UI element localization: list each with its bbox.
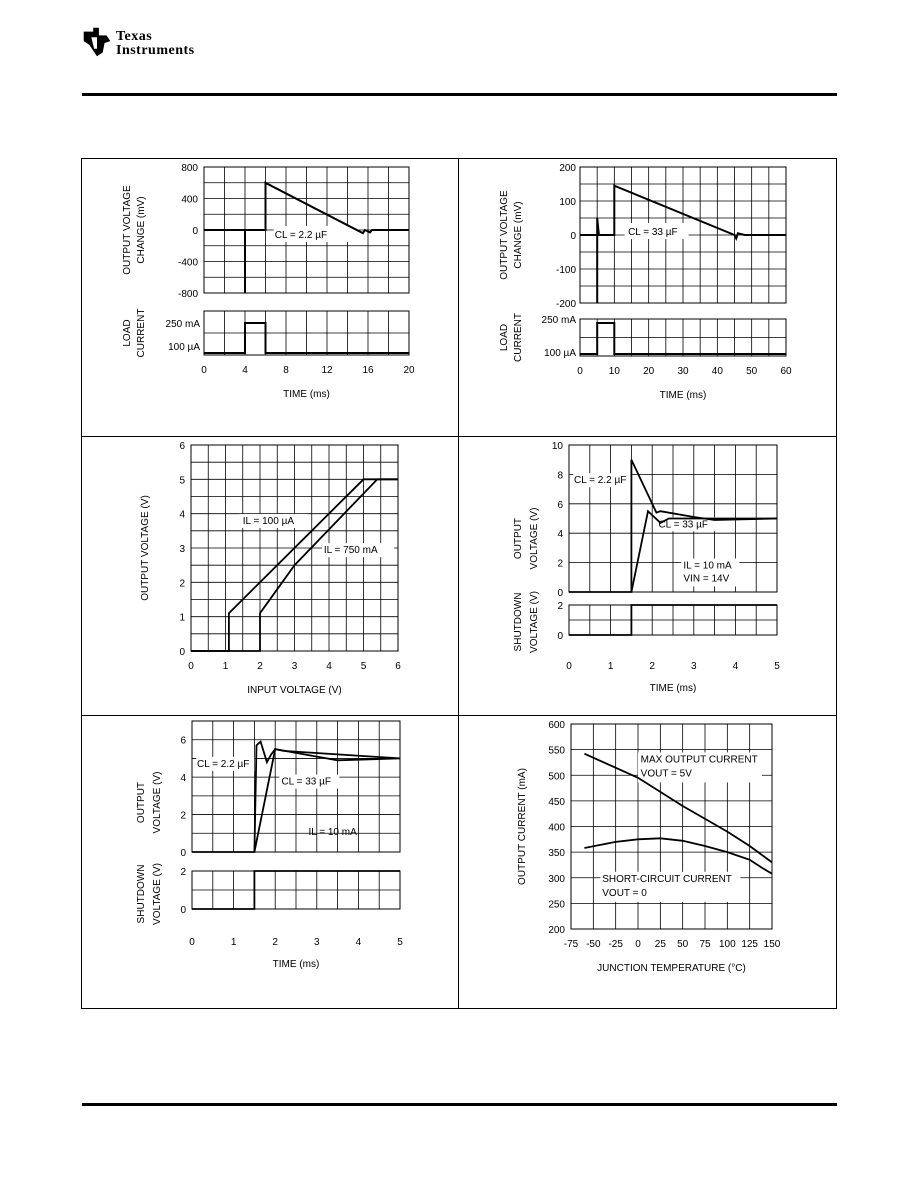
c6-ytick: 500 (548, 771, 565, 783)
c5-xtick: 2 (272, 937, 278, 948)
c4-xlabel: TIME (ms) (649, 683, 697, 694)
c5-ylabel-top2: VOLTAGE (V) (152, 771, 163, 834)
c4-ylabel-top: OUTPUT (513, 517, 524, 560)
c4-xtick: 0 (566, 661, 572, 672)
c6-xtick: 100 (718, 939, 736, 950)
chart-shutdown-response-14v (459, 437, 836, 715)
c5-ylabel-bottom: SHUTDOWN (136, 864, 147, 924)
c2-annotation: CL = 33 µF (628, 227, 678, 238)
c2-ylabel-bottom: LOAD (499, 323, 510, 352)
c6-xtick: -25 (608, 939, 623, 950)
chart-load-transient-2p2uf (82, 159, 458, 436)
header-rule (82, 93, 837, 96)
c4-annotation: CL = 33 µF (658, 519, 709, 531)
c5-ytick: 2 (180, 810, 186, 822)
figure-cell-4 (458, 436, 837, 716)
c3-xtick: 1 (222, 661, 229, 672)
c6-ytick: 300 (548, 873, 565, 885)
c1-xtick: 12 (321, 365, 333, 376)
c2-ytick: 0 (570, 231, 576, 242)
c4-annotation: VIN = 14V (683, 573, 730, 585)
brand-name-line2: Instruments (116, 43, 195, 58)
brand-name-line1: Texas (116, 29, 153, 44)
c1-xtick: 16 (362, 365, 374, 376)
c3-ytick: 6 (179, 441, 185, 452)
c3-xtick: 0 (188, 661, 194, 672)
c5-ytick: 6 (180, 735, 186, 747)
c2-xtick: 20 (643, 366, 655, 377)
c1-ytick: 800 (181, 163, 198, 174)
footer-rule (82, 1103, 837, 1106)
c5-xtick: 3 (314, 937, 320, 948)
c3-ytick: 2 (179, 578, 185, 590)
c2-xtick: 50 (746, 366, 758, 377)
c5-xtick: 4 (355, 937, 362, 948)
c4-ytick: 10 (551, 441, 563, 452)
c4-xtick: 4 (732, 661, 739, 672)
c6-xtick: 125 (741, 939, 759, 950)
c3-ytick: 3 (179, 544, 185, 555)
c1-ytick: 400 (181, 194, 198, 206)
c4-ytick: 8 (557, 470, 563, 482)
c4-ytick: 6 (557, 499, 563, 511)
c1-xtick: 0 (201, 365, 207, 376)
c6-ytick: 550 (548, 745, 565, 757)
c4-xtick: 5 (774, 661, 780, 672)
c2-xtick: 30 (677, 366, 689, 377)
chart-shutdown-response (82, 716, 458, 1008)
figure-cell-6 (458, 715, 837, 1009)
c2-ytick: 100 (559, 197, 576, 208)
c1-ylabel-bottom: LOAD (122, 319, 133, 347)
c5-annotation: CL = 2.2 µF (196, 758, 250, 770)
c3-series-label: IL = 750 mA (323, 545, 378, 557)
c6-ytick: 450 (548, 796, 565, 808)
c5-xtick: 0 (189, 937, 195, 948)
c6-series-label: VOUT = 5V (640, 768, 692, 780)
c3-ytick: 4 (179, 509, 185, 521)
c6-xtick: 0 (635, 939, 641, 950)
c5-btick: 0 (180, 905, 186, 916)
c6-series-line (584, 838, 772, 873)
c1-ylabel-top2: CHANGE (mV) (136, 196, 147, 264)
chart-load-transient-33uf (459, 159, 836, 436)
c6-ytick: 350 (548, 848, 565, 860)
c6-series-label: SHORT-CIRCUIT CURRENT (602, 873, 732, 885)
c2-xtick: 0 (577, 366, 583, 377)
c1-ytick: -800 (177, 289, 198, 300)
ti-logo-icon (78, 24, 116, 62)
c2-xtick: 60 (780, 366, 792, 377)
c6-xtick: 25 (654, 939, 666, 950)
c6-ylabel: OUTPUT CURRENT (mA) (517, 768, 528, 885)
c4-btick: 0 (557, 631, 563, 642)
c4-btick: 2 (557, 601, 563, 612)
c2-btick: 250 mA (541, 315, 576, 326)
c1-btick: 250 mA (165, 319, 200, 330)
figure-cell-1 (81, 158, 459, 437)
c3-xtick: 6 (395, 661, 401, 672)
c3-series-label: IL = 100 µA (242, 515, 295, 527)
c1-xtick: 4 (242, 365, 248, 376)
c4-xtick: 1 (607, 661, 614, 672)
figure-cell-3 (81, 436, 459, 716)
figure-cell-2 (458, 158, 837, 437)
c6-xlabel: JUNCTION TEMPERATURE (°C) (597, 963, 746, 974)
c6-xtick: 50 (677, 939, 689, 950)
c4-ylabel-top2: VOLTAGE (V) (529, 507, 540, 570)
c3-xtick: 2 (257, 661, 263, 672)
chart-dropout (82, 437, 458, 715)
c5-btick: 2 (180, 867, 186, 878)
c6-ytick: 400 (548, 822, 565, 834)
c6-series-label: MAX OUTPUT CURRENT (640, 754, 758, 766)
c5-xtick: 1 (230, 937, 237, 948)
c1-ylabel-bottom2: CURRENT (136, 308, 147, 358)
c4-annotation: CL = 2.2 µF (573, 475, 627, 487)
c1-ytick: -400 (177, 257, 198, 269)
c3-ylabel: OUTPUT VOLTAGE (V) (140, 495, 151, 601)
c2-ytick: -100 (555, 265, 576, 276)
c5-ylabel-bottom2: VOLTAGE (V) (152, 863, 163, 925)
c1-annotation: CL = 2.2 µF (274, 230, 328, 241)
c5-xlabel: TIME (ms) (272, 959, 320, 970)
c4-ylabel-bottom: SHUTDOWN (513, 592, 524, 652)
c5-xtick: 5 (397, 937, 403, 948)
c5-ytick: 0 (180, 848, 186, 859)
c2-ytick: -200 (555, 299, 576, 310)
c2-ylabel-top2: CHANGE (mV) (513, 201, 524, 269)
c5-ytick: 4 (180, 773, 186, 785)
c1-xtick: 20 (403, 365, 415, 376)
c5-ylabel-top: OUTPUT (136, 781, 147, 824)
c3-xlabel: INPUT VOLTAGE (V) (247, 685, 342, 696)
c2-ylabel-bottom2: CURRENT (513, 313, 524, 362)
c2-xtick: 10 (608, 366, 620, 377)
c2-xlabel: TIME (ms) (659, 390, 707, 401)
c6-ytick: 250 (548, 899, 565, 911)
c1-xtick: 8 (283, 365, 289, 376)
c3-ytick: 5 (179, 475, 185, 487)
c5-annotation: IL = 10 mA (308, 827, 357, 839)
c5-annotation: CL = 33 µF (281, 776, 332, 788)
c4-ytick: 2 (557, 558, 563, 570)
c6-ytick: 200 (548, 925, 565, 936)
c1-ytick: 0 (192, 226, 198, 237)
c3-ytick: 0 (179, 647, 185, 658)
c6-xtick: -75 (563, 939, 579, 950)
c4-ylabel-bottom2: VOLTAGE (V) (529, 591, 540, 653)
c4-xtick: 2 (649, 661, 655, 672)
c2-btick: 100 µA (544, 348, 576, 359)
c6-ytick: 600 (548, 720, 565, 731)
c4-xtick: 3 (691, 661, 697, 672)
c6-series-label: VOUT = 0 (602, 887, 647, 899)
c3-xtick: 4 (326, 661, 332, 672)
c4-ytick: 4 (557, 529, 563, 541)
c1-ylabel-top: OUTPUT VOLTAGE (122, 185, 133, 275)
c6-xtick: 75 (699, 939, 711, 950)
c1-xlabel: TIME (ms) (283, 389, 330, 400)
c3-xtick: 3 (291, 661, 298, 672)
c1-btick: 100 µA (168, 342, 200, 353)
c4-annotation: IL = 10 mA (683, 560, 732, 572)
c3-xtick: 5 (360, 661, 367, 672)
c6-xtick: 150 (763, 939, 781, 950)
c2-ylabel-top: OUTPUT VOLTAGE (499, 190, 510, 280)
c3-ytick: 1 (179, 612, 185, 624)
c2-ytick: 200 (559, 163, 576, 174)
c6-xtick: -50 (586, 939, 601, 950)
c2-xtick: 40 (711, 366, 723, 377)
figure-cell-5 (81, 715, 459, 1009)
chart-output-current-vs-temperature (459, 716, 836, 1008)
c4-ytick: 0 (557, 588, 563, 599)
